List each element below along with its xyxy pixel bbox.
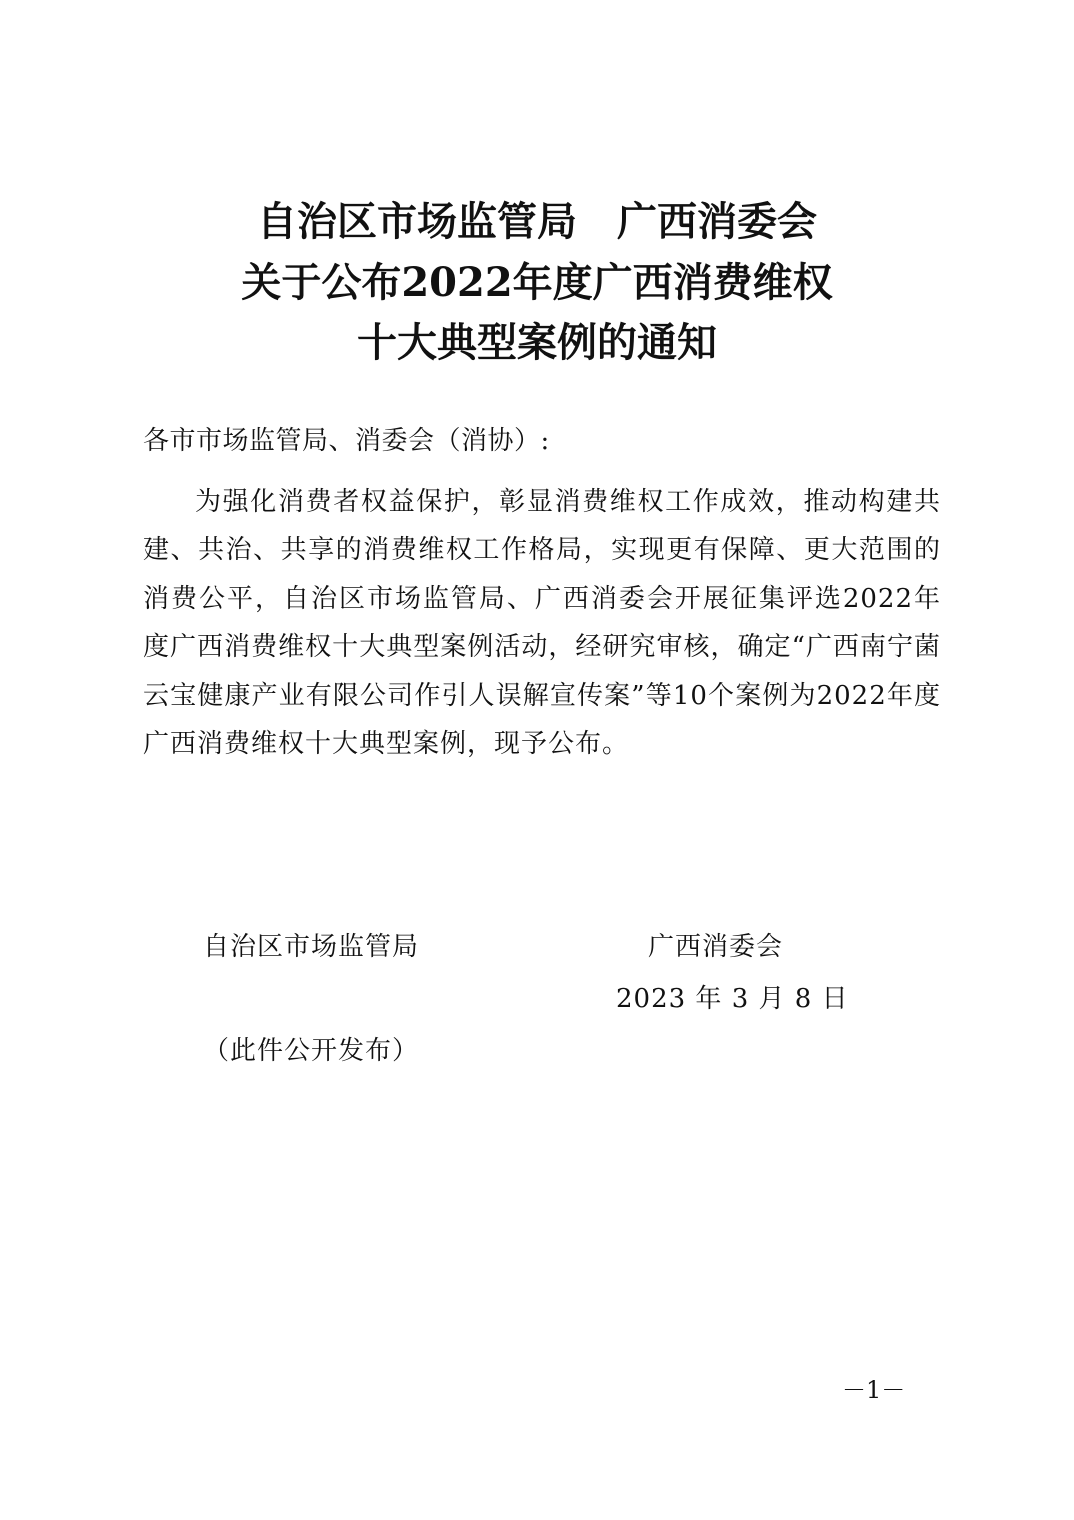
title-line-2: 关于公布2022年度广西消费维权 bbox=[241, 259, 833, 306]
signature-left: 自治区市场监管局 bbox=[203, 932, 420, 962]
body-paragraph: 为强化消费者权益保护，彰显消费维权工作成效，推动构建共建、共治、共享的消费维权工作格局，实现更有保障、更大范围的消费公平，自治区市场监管局、广西消委会开展征集评选2022年度广西消费维权十大典型案例活动，经研究审核，确定“广西南宁菌云宝健康产业有限公司作引人误解宣传案”等10个案例为2022年度广西消费维权十大典型案例，现予公布。 bbox=[143, 487, 941, 760]
title-line-3: 十大典型案例的通知 bbox=[357, 319, 717, 366]
salutation: 各市市场监管局、消委会（消协）: bbox=[143, 426, 550, 456]
page-number: －1－ bbox=[842, 1376, 906, 1404]
title-line-1: 自治区市场监管局 广西消委会 bbox=[257, 198, 817, 245]
publication-note: （此件公开发布） bbox=[203, 1036, 420, 1066]
signature-date: 2023 年 3 月 8 日 bbox=[616, 984, 849, 1014]
signature-right: 广西消委会 bbox=[648, 932, 784, 962]
